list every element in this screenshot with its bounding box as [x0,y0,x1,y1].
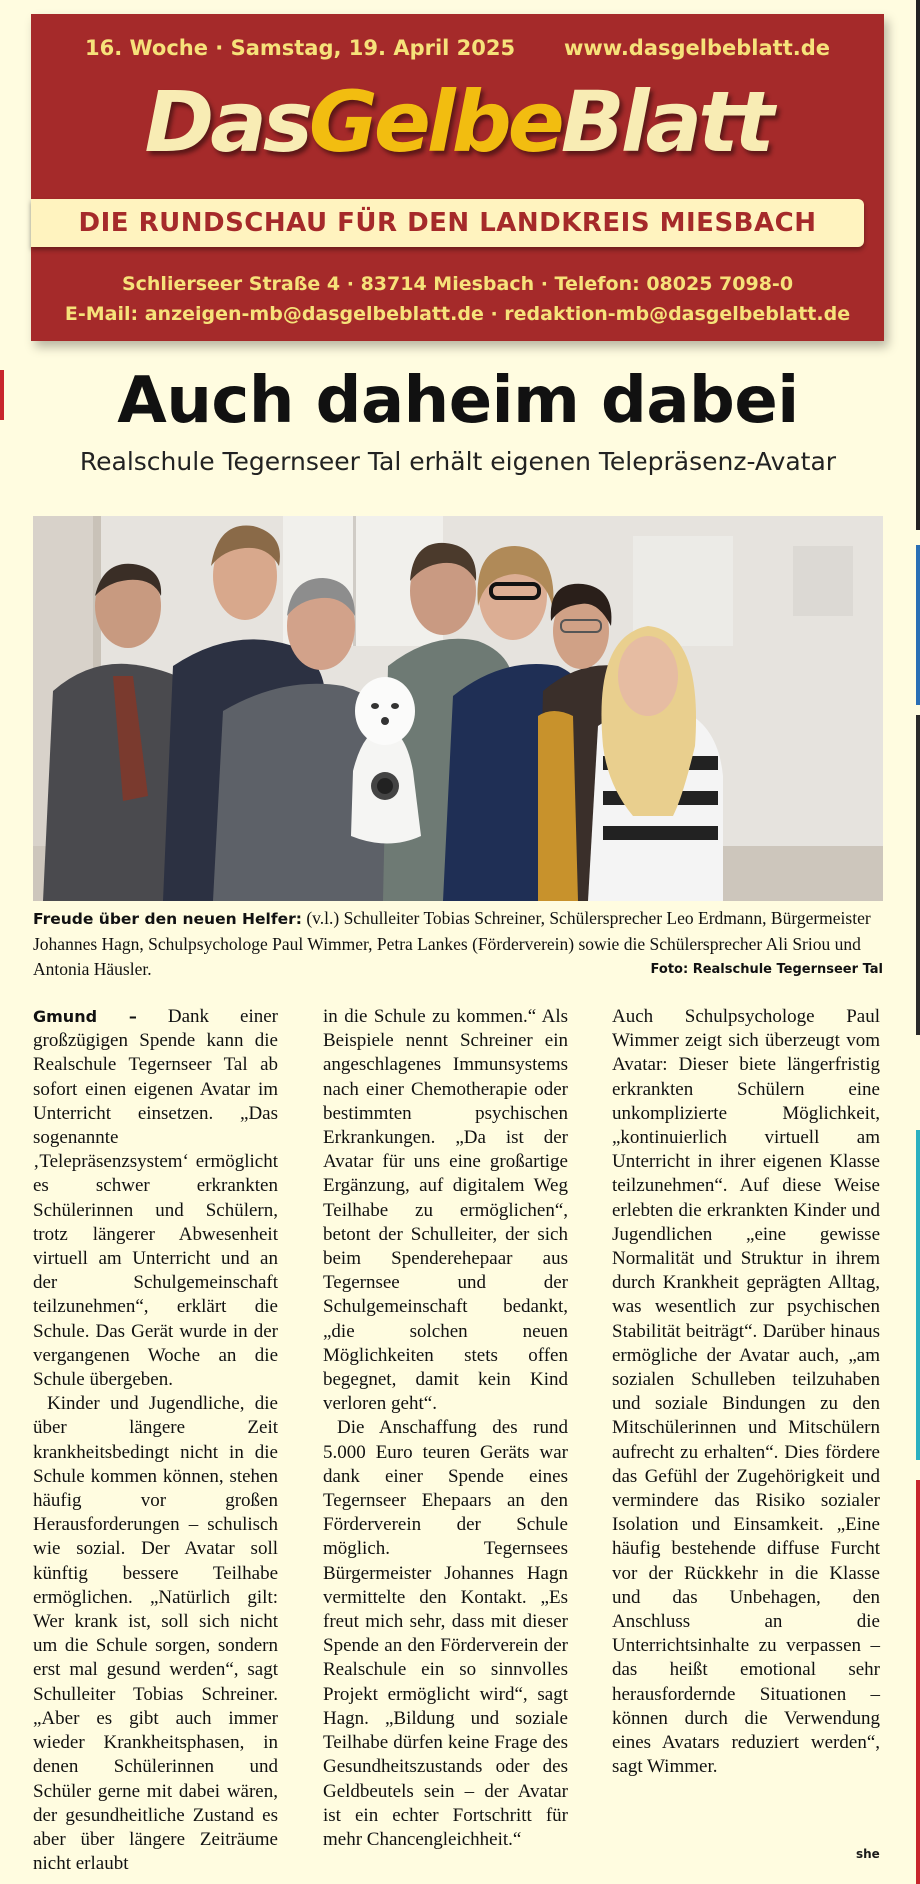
website-link[interactable]: www.dasgelbeblatt.de [563,36,830,60]
caption-text: (v.l.) Schulleiter Tobias Schreiner, Schülersprecher Leo Erdmann, Bürgermeister Johannes Hagn, Schulpsychologe Paul Wimmer, Petra Lankes (Förderverein) sowie die Schülersprecher Ali Sriou und Antonia Häusler. [33,908,871,979]
body-paragraph: Auch Schulpsychologe Paul Wimmer zeigt sich überzeugt vom Avatar: Dieser biete längerfristig erkrankten Schülern eine unkomplizierte Möglichkeit, „kontinuierlich virtuell am Unterricht in ihrer eigenen Klasse teilzunehmen“. Auf diese Weise erlebten die erkrankten Kinder und Jugendlichen „eine gewisse Normalität und Struktur in ihrem durch Krankheit geprägten Alltag, was wesentlich zur psychischen Stabilität beiträgt“. Darüber hinaus ermögliche der Avatar auch, „am sozialen Schulleben teilzuhaben und soziale Bindungen zu den Mitschülerinnen und Mitschülern aufrecht zu erhalten“. Dies fördere das Gefühl der Zugehörigkeit und vermindere das Risiko sozialer Isolation und Einsamkeit. „Eine häufig bestehende diffuse Furcht vor der Rückkehr in die Klasse und das Unbehagen, den Anschluss an die Unterrichtsinhalte zu verpassen – das heißt emotional sehr herausfordernde Situationen – können durch die Verwendung eines Avatars reduziert werden“, sagt Wimmer. [612,1006,880,1778]
caption-lead: Freude über den neuen Helfer: [33,910,302,928]
photo-credit: Foto: Realschule Tegernseer Tal [650,962,883,977]
dateline: Gmund – [33,1007,137,1026]
telepresence-avatar [351,677,421,844]
tagline-band [31,199,864,247]
article-subheadline: Realschule Tegernseer Tal erhält eigenen Telepräsenz-Avatar [79,447,837,476]
contact-block [31,269,884,329]
article-column-2 [323,1005,568,1852]
address-line: Schlierseer Straße 4 · 83714 Miesbach · Telefon: 08025 7098-0 [121,273,794,295]
article-column-1 [33,1005,278,1876]
masthead-topline [85,36,830,60]
article-headline: Auch daheim dabei [117,364,799,438]
body-paragraph: Die Anschaffung des rund 5.000 Euro teuren Geräts war dank einer Spende eines Tegernseer Ehepaars an den Förderverein der Schule möglich. Tegernsees Bürgermeister Johannes Hagn vermittelte den Kontakt. „Es freut mich sehr, dass mit dieser Spende an den Förderverein der Realschule ein so sinnvolles Projekt ermöglicht wird“, sagt Hagn. „Bildung und soziale Teilhabe dürfen keine Frage des Gesundheitszustands oder des Geldbeutels sein – der Avatar ist ein echter Fortschritt für mehr Chancengleichheit.“ [323,1417,568,1850]
newspaper-logo [31,73,884,171]
author-initials: she [856,1847,880,1861]
group-photo-illustration [33,516,883,901]
logo-part-gelbe: Gelbe [308,73,561,171]
adjacent-page-strip-right [916,0,920,1884]
email-line: E-Mail: anzeigen-mb@dasgelbeblatt.de · redaktion-mb@dasgelbeblatt.de [64,303,851,325]
masthead [31,14,884,341]
body-paragraph: in die Schule zu kommen.“ Als Beispiele nennt Schreiner ein angeschlagenes Immunsystems nach einer Chemotherapie oder bestimmten psychischen Erkrankungen. „Da ist der Avatar für uns eine großartige Ergänzung, auf digitalem Weg Teilhabe zu ermöglichen“, betont der Schulleiter, der sich beim Spenderehepaar aus Tegernsee und der Schulgemeinschaft bedankt, „die solchen neuen Möglichkeiten stets offen begegnet, damit kein Kind verloren geht“. [323,1006,568,1415]
logo-part-das: Das [144,73,309,171]
article-column-3 [612,1005,880,1780]
issue-date: 16. Woche · Samstag, 19. April 2025 [85,36,516,60]
tagline: DIE RUNDSCHAU FÜR DEN LANDKREIS MIESBACH [78,208,817,238]
logo-part-blatt: Blatt [560,73,771,171]
article-photo [33,516,883,901]
photo-caption [33,906,883,982]
body-paragraph: Kinder und Jugendliche, die über längere Zeit krankheitsbedingt nicht in die Schule kommen können, stehen häufig vor großen Herausforderungen – schulisch wie sozial. Der Avatar soll künftig bessere Teilhabe ermöglichen. „Natürlich gilt: Wer krank ist, soll sich nicht um die Schule sorgen, sondern erst mal gesund werden“, sagt Schulleiter Tobias Schreiner. „Aber es gibt auch immer wieder Krankheitsphasen, in denen Schülerinnen und Schüler gerne mit dabei wären, der gesundheitliche Zustand es aber über längere Zeiträume nicht erlaubt [33,1393,278,1875]
body-paragraph: Dank einer großzügigen Spende kann die Realschule Tegernseer Tal ab sofort einen eigenen Avatar im Unterricht einsetzen. „Das sogenannte ‚Telepräsenzsystem‘ ermöglicht es schwer erkrankten Schülerinnen und Schülern, trotz längerer Abwesenheit virtuell am Unterricht und an der Schulgemeinschaft teilzunehmen“, erklärt die Schule. Das Gerät wurde in der vergangenen Woche an die Schule übergeben. [33,1006,278,1391]
